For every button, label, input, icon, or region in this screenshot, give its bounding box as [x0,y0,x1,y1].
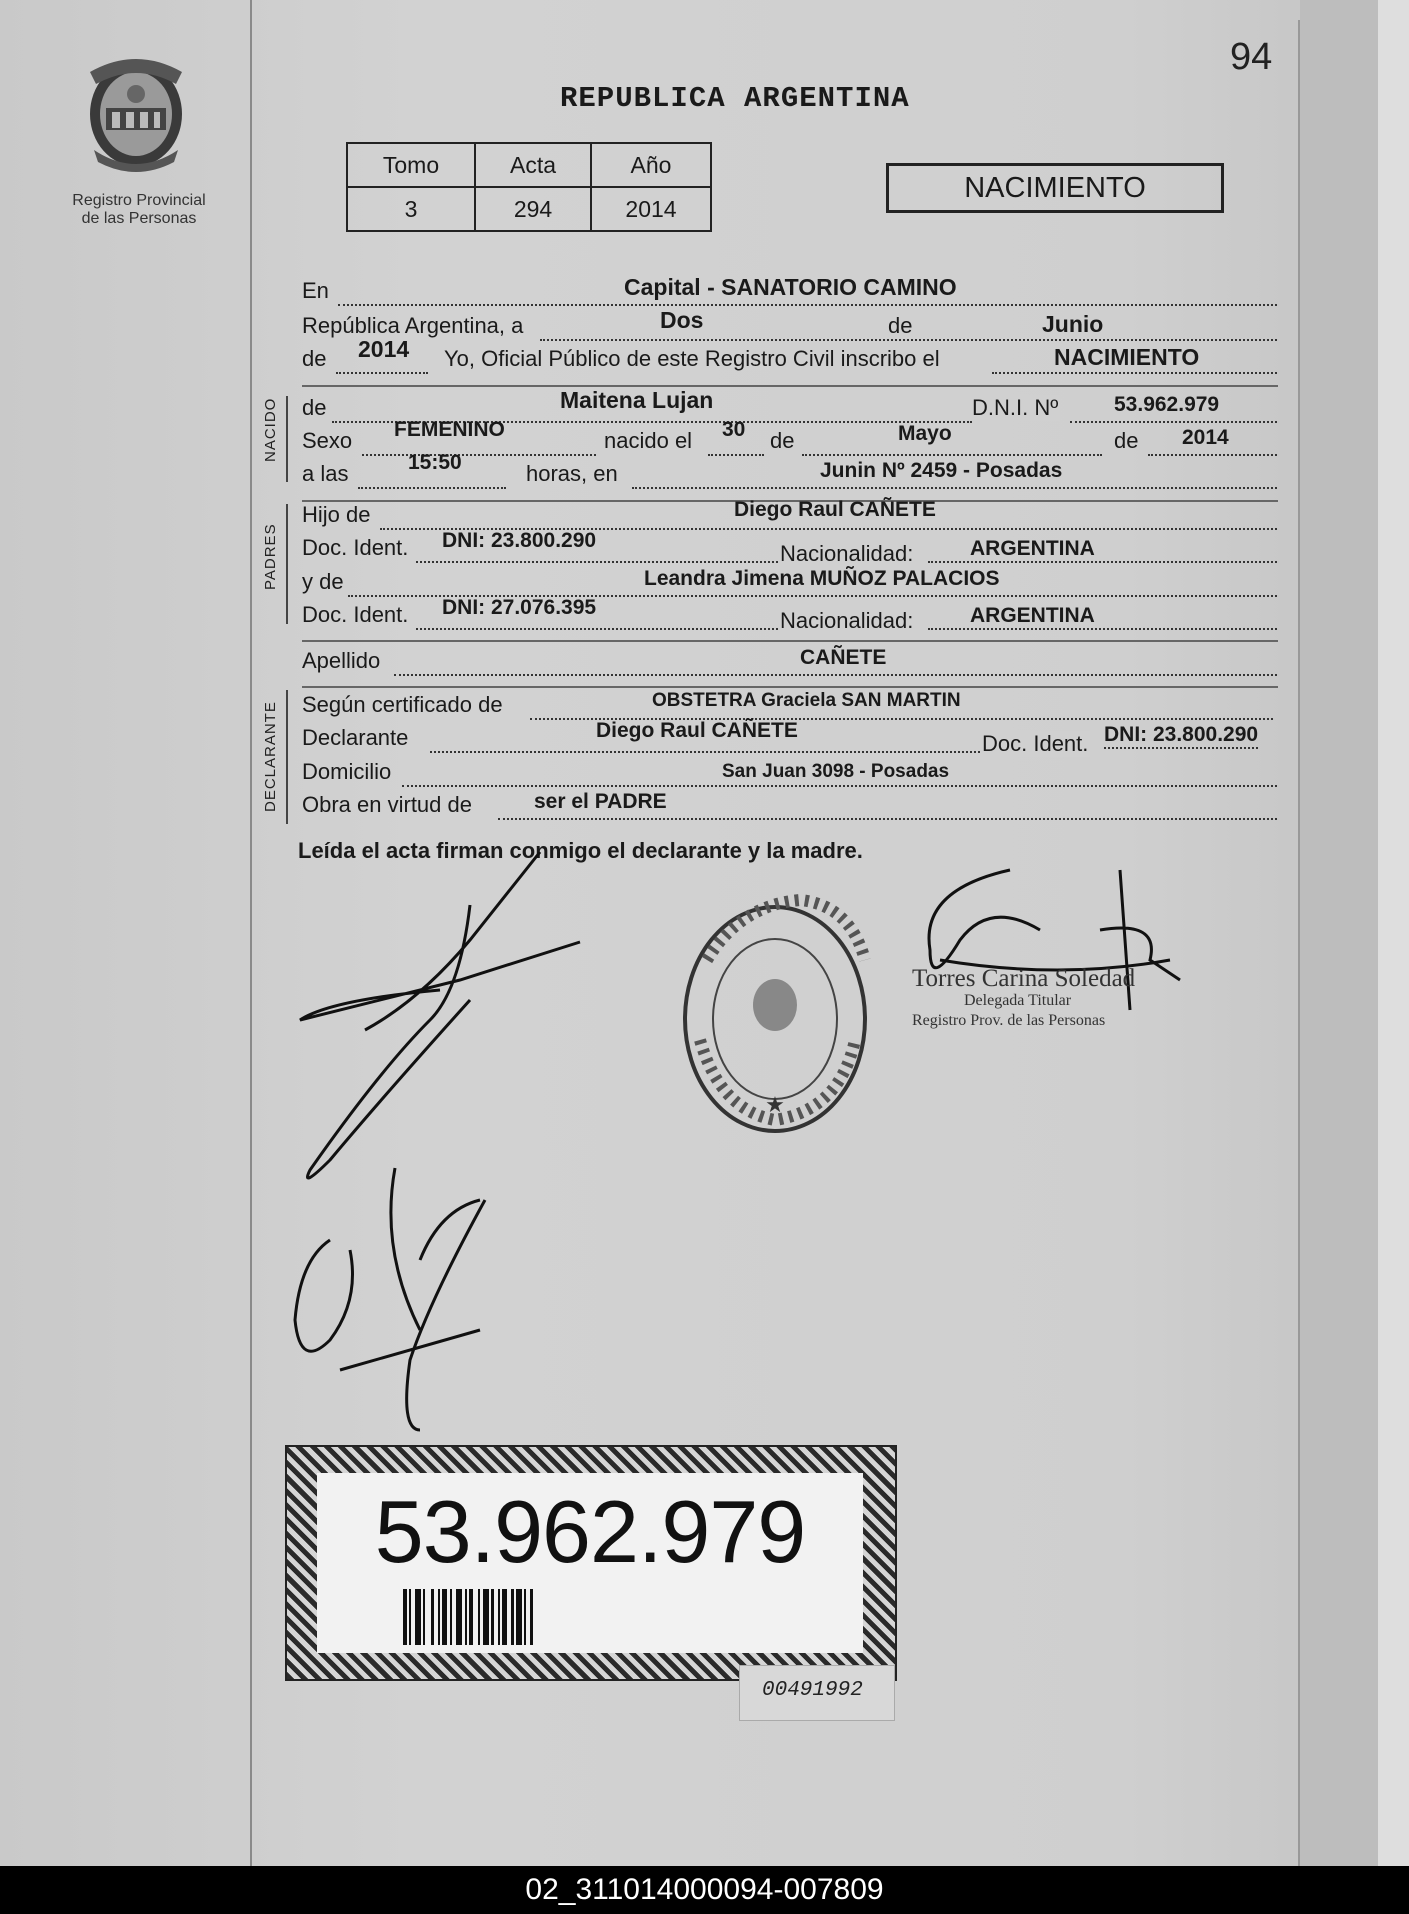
tomo-value: 3 [347,187,475,231]
apellido-value: CAÑETE [800,646,887,669]
row-y-de [302,569,1277,599]
logo-caption [60,192,218,228]
serial-number: 00491992 [762,1679,863,1702]
horas-label: horas, en [526,461,618,486]
mother-name: Leandra Jimena MUÑOZ PALACIOS [644,567,1000,590]
logo-caption-line2: de las Personas [81,210,197,227]
birth-time: 15:50 [408,451,462,474]
apellido-label: Apellido [302,648,381,673]
row-declarante [302,719,1277,756]
barcode-number: 53.962.979 [374,1482,806,1581]
dotted-line [802,428,1102,456]
father-name: Diego Raul CAÑETE [734,498,936,521]
barcode-bar [415,1589,421,1645]
de-label: de [888,313,913,338]
declarante-signature [300,852,580,1178]
barcode-bar [442,1589,447,1645]
barcode-bar [450,1589,452,1645]
inscribo-text: Yo, Oficial Público de este Registro Civil inscribo el [444,346,940,371]
father-doc: DNI: 23.800.290 [442,529,597,552]
barcode-bar [403,1589,407,1645]
domicilio-value: San Juan 3098 - Posadas [722,761,950,782]
row-inscribo [302,336,1277,376]
obra-label: Obra en virtud de [302,792,472,817]
birth-month: Mayo [898,422,952,445]
certificado-label: Según certificado de [302,692,503,717]
dni-label: D.N.I. Nº [972,395,1059,420]
barcode-bar [423,1589,425,1645]
barcode-bar [456,1589,462,1645]
row-domicilio [302,759,1277,789]
section-divider [302,686,1278,688]
barcode-bar [502,1589,507,1645]
serial-sticker [739,1665,895,1721]
section-bracket [286,690,288,824]
domicilio-label: Domicilio [302,759,392,784]
binding-line-left [250,0,252,1866]
doc-ident-label: Doc. Ident. [302,535,409,560]
logo-caption-line1: Registro Provincial [72,192,206,209]
row-father-doc [302,529,1277,566]
official-title: Delegada Titular [964,992,1072,1009]
padres-section-label: PADRES [262,523,279,590]
section-bracket [286,504,288,624]
de-label: de [1114,428,1139,453]
hijo-label: Hijo de [302,502,371,527]
certificado-value: OBSTETRA Graciela SAN MARTIN [652,690,961,711]
de-label: de [770,428,795,453]
barcode-bar [511,1589,514,1645]
barcode-bar [491,1589,494,1645]
sexo-label: Sexo [302,428,353,453]
province-seal-logo [76,50,196,175]
registry-table [346,142,712,232]
registry-table-header [347,143,711,187]
row-place [302,274,1277,308]
barcode-bar [431,1589,434,1645]
barcode-bar [409,1589,411,1645]
page-number: 94 [1230,36,1273,78]
nacido-label: nacido el [604,428,693,453]
page-edge-outer [1378,0,1409,1866]
barcode-bar [524,1589,526,1645]
day-value: Dos [660,307,704,333]
barcode-bar [469,1589,473,1645]
month-value: Junio [1042,311,1104,337]
row-hora [302,451,1277,491]
birth-year: 2014 [1182,426,1229,449]
birth-day: 30 [722,418,746,441]
child-dni: 53.962.979 [1114,393,1220,416]
registry-table-values [347,187,711,231]
barcode-bars [403,1589,783,1645]
nacido-section-label: NACIDO [262,397,279,462]
act-value: NACIMIENTO [1054,344,1200,370]
ano-header: Año [591,143,711,187]
official-office: Registro Prov. de las Personas [912,1012,1106,1029]
row-mother-doc [302,596,1277,633]
section-divider [302,640,1278,642]
row-hijo-de [302,498,1277,532]
child-name: Maitena Lujan [560,387,714,413]
declarante-value: Diego Raul CAÑETE [596,719,798,742]
document-type-box: NACIMIENTO [886,163,1224,213]
declarante-doc: DNI: 23.800.290 [1104,723,1258,749]
section-bracket [286,396,288,482]
sex-value: FEMENINO [394,418,505,441]
barcode-bar [483,1589,489,1645]
place-value: Capital - SANATORIO CAMINO [624,274,957,300]
mother-doc: DNI: 27.076.395 [442,596,597,619]
nacionalidad-label: Nacionalidad: [780,608,914,633]
document-title: REPUBLICA ARGENTINA [560,82,910,115]
acta-value: 294 [475,187,591,231]
row-certificado [302,692,1277,722]
en-label: En [302,278,329,303]
birth-place: Junin Nº 2459 - Posadas [820,459,1063,482]
ano-value: 2014 [591,187,711,231]
republica-label: República Argentina, a [302,313,524,338]
tomo-header: Tomo [347,143,475,187]
year-value: 2014 [358,336,410,362]
official-name: Torres Carina Soledad [912,965,1136,992]
barcode-bar [516,1589,522,1645]
binding-line-right [1298,20,1300,1866]
barcode-bar [478,1589,480,1645]
section-divider [302,385,1278,387]
row-date [302,307,1277,343]
mother-nationality: ARGENTINA [970,604,1095,627]
closing-statement: Leída el acta firman conmigo el declarante y la madre. [298,838,863,863]
doc-ident-label: Doc. Ident. [302,602,409,627]
father-nationality: ARGENTINA [970,537,1095,560]
official-stamp [685,900,865,1131]
row-obra [302,792,1277,822]
alas-label: a las [302,461,349,486]
barcode-label [317,1473,863,1653]
obra-value: ser el PADRE [534,790,667,813]
declarante-label: Declarante [302,725,409,750]
de-year-label: de [302,346,327,371]
acta-header: Acta [475,143,591,187]
barcode-bar [498,1589,500,1645]
de-label: de [302,395,327,420]
barcode-bar [438,1589,440,1645]
row-apellido [302,648,1277,678]
scan-footer-id: 02_311014000094-007809 [0,1866,1409,1914]
barcode-bar [530,1589,533,1645]
doc-ident-label: Doc. Ident. [982,731,1089,756]
y-de-label: y de [302,569,344,594]
declarante-section-label: DECLARANTE [262,701,279,812]
barcode-sticker [285,1445,897,1681]
nacionalidad-label: Nacionalidad: [780,541,914,566]
svg-text:★: ★ [765,1093,785,1118]
barcode-bar [465,1589,467,1645]
madre-signature [295,1168,485,1430]
